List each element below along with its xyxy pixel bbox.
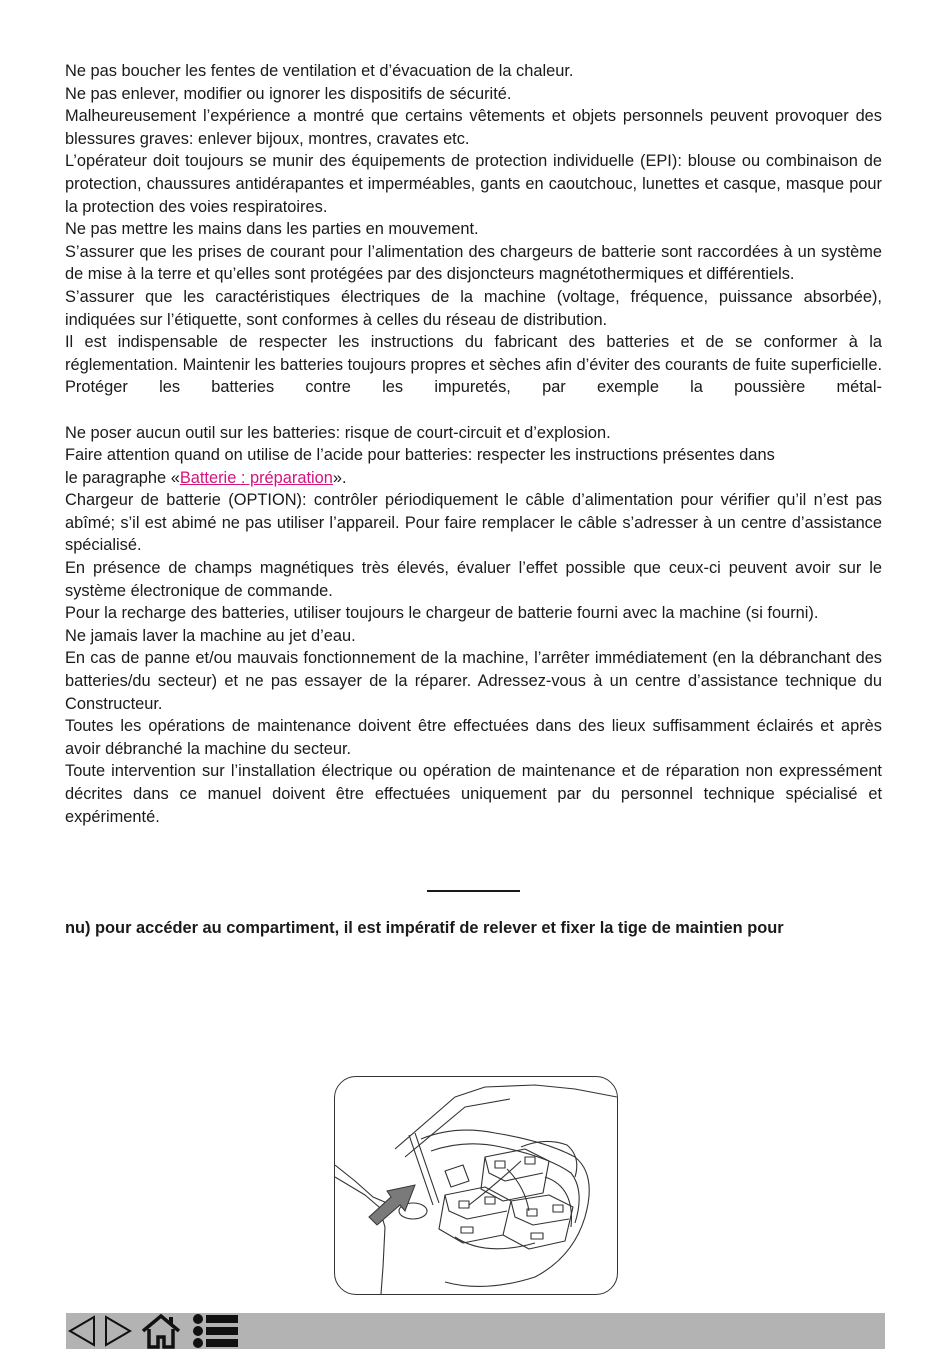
link-suffix: ». (332, 468, 347, 487)
paragraph: Ne pas enlever, modifier ou ignorer les dispositifs de sécurité. (65, 84, 512, 103)
paragraph: S’assurer que les prises de courant pour l’alimentation des chargeurs de batterie sont raccordées à un système de mise à la terre et qu’elles sont protégées par des disjoncteurs magnétothermiques et différentiels. (65, 242, 882, 284)
section-separator (427, 890, 520, 892)
paragraph: En présence de champs magnétiques très élevés, évaluer l’effet possible que ceux-ci peuvent avoir sur le système électronique de commande. (65, 559, 882, 600)
paragraph: Chargeur de batterie (OPTION): contrôler périodiquement le câble d’alimentation pour vérifier qu’il n’est pas abîmé; s’il est abimé ne pas utiliser l’appareil. Pour faire remplacer le câble s’adresser à un centre d’assistance spécialisé. (65, 491, 882, 555)
paragraph: L’opérateur doit toujours se munir des équipements de protection individuelle (EPI): blouse ou combinaison de protection, chaussures antidérapantes et imperméables, gants en caoutchouc, lunettes et casque, masque pour la protection des voies respiratoires. (65, 152, 882, 216)
next-page-icon[interactable] (102, 1313, 134, 1349)
battery-compartment-illustration-icon (335, 1077, 617, 1294)
paragraph: Toutes les opérations de maintenance doivent être effectuées dans des lieux suffisamment éclairés et après avoir débranché la machine du secteur. (65, 717, 882, 758)
paragraph: Malheureusement l’expérience a montré que certains vêtements et objets personnels peuvent provoquer des blessures graves: enlever bijoux, montres, cravates etc. (65, 107, 882, 148)
paragraph: Il est indispensable de respecter les instructions du fabricant des batteries et de se conformer à la réglementation. Maintenir les batteries toujours propres et sèches afin d’éviter des courants de fuite superficielle. Protéger les batteries contre les impuretés, par exemple la poussière métal- (65, 333, 882, 397)
paragraph: En cas de panne et/ou mauvais fonctionnement de la machine, l’arrêter immédiatement (en la débranchant des batteries/du secteur) et ne pas essayer de la réparer. Adressez-vous à un centre d’assistance technique du Constructeur. (65, 649, 882, 713)
paragraph: Ne pas mettre les mains dans les parties en mouvement. (65, 220, 479, 239)
bottom-navigation-bar (66, 1313, 885, 1349)
bold-instruction: nu) pour accéder au compartiment, il est impératif de relever et fixer la tige de maintien pour (65, 919, 784, 937)
paragraph: Ne jamais laver la machine au jet d’eau. (65, 626, 356, 645)
paragraph: Faire attention quand on utilise de l’acide pour batteries: respecter les instructions présentes dans (65, 446, 775, 465)
blank-line (65, 399, 882, 422)
contents-list-icon[interactable] (192, 1313, 240, 1349)
previous-page-icon[interactable] (66, 1313, 98, 1349)
battery-compartment-figure (334, 1076, 618, 1295)
paragraph: S’assurer que les caractéristiques électriques de la machine (voltage, fréquence, puissance absorbée), indiquées sur l’étiquette, sont conformes à celles du réseau de distribution. (65, 287, 882, 329)
battery-preparation-link[interactable]: Batterie : préparation (179, 468, 333, 487)
home-icon[interactable] (140, 1313, 182, 1349)
paragraph: Toute intervention sur l’installation électrique ou opération de maintenance et de réparation non expressément décrites dans ce manuel doivent être effectuées uniquement par du personnel technique spécialisé et expérimenté. (65, 762, 882, 826)
safety-text-block (65, 60, 882, 828)
paragraph: Ne poser aucun outil sur les batteries: risque de court-circuit et d’explosion. (65, 423, 611, 442)
link-prefix: le paragraphe « (65, 468, 180, 487)
link-paragraph (65, 467, 882, 490)
paragraph: Pour la recharge des batteries, utiliser toujours le chargeur de batterie fourni avec la machine (si fourni). (65, 604, 819, 623)
paragraph: Ne pas boucher les fentes de ventilation et d’évacuation de la chaleur. (65, 62, 574, 80)
